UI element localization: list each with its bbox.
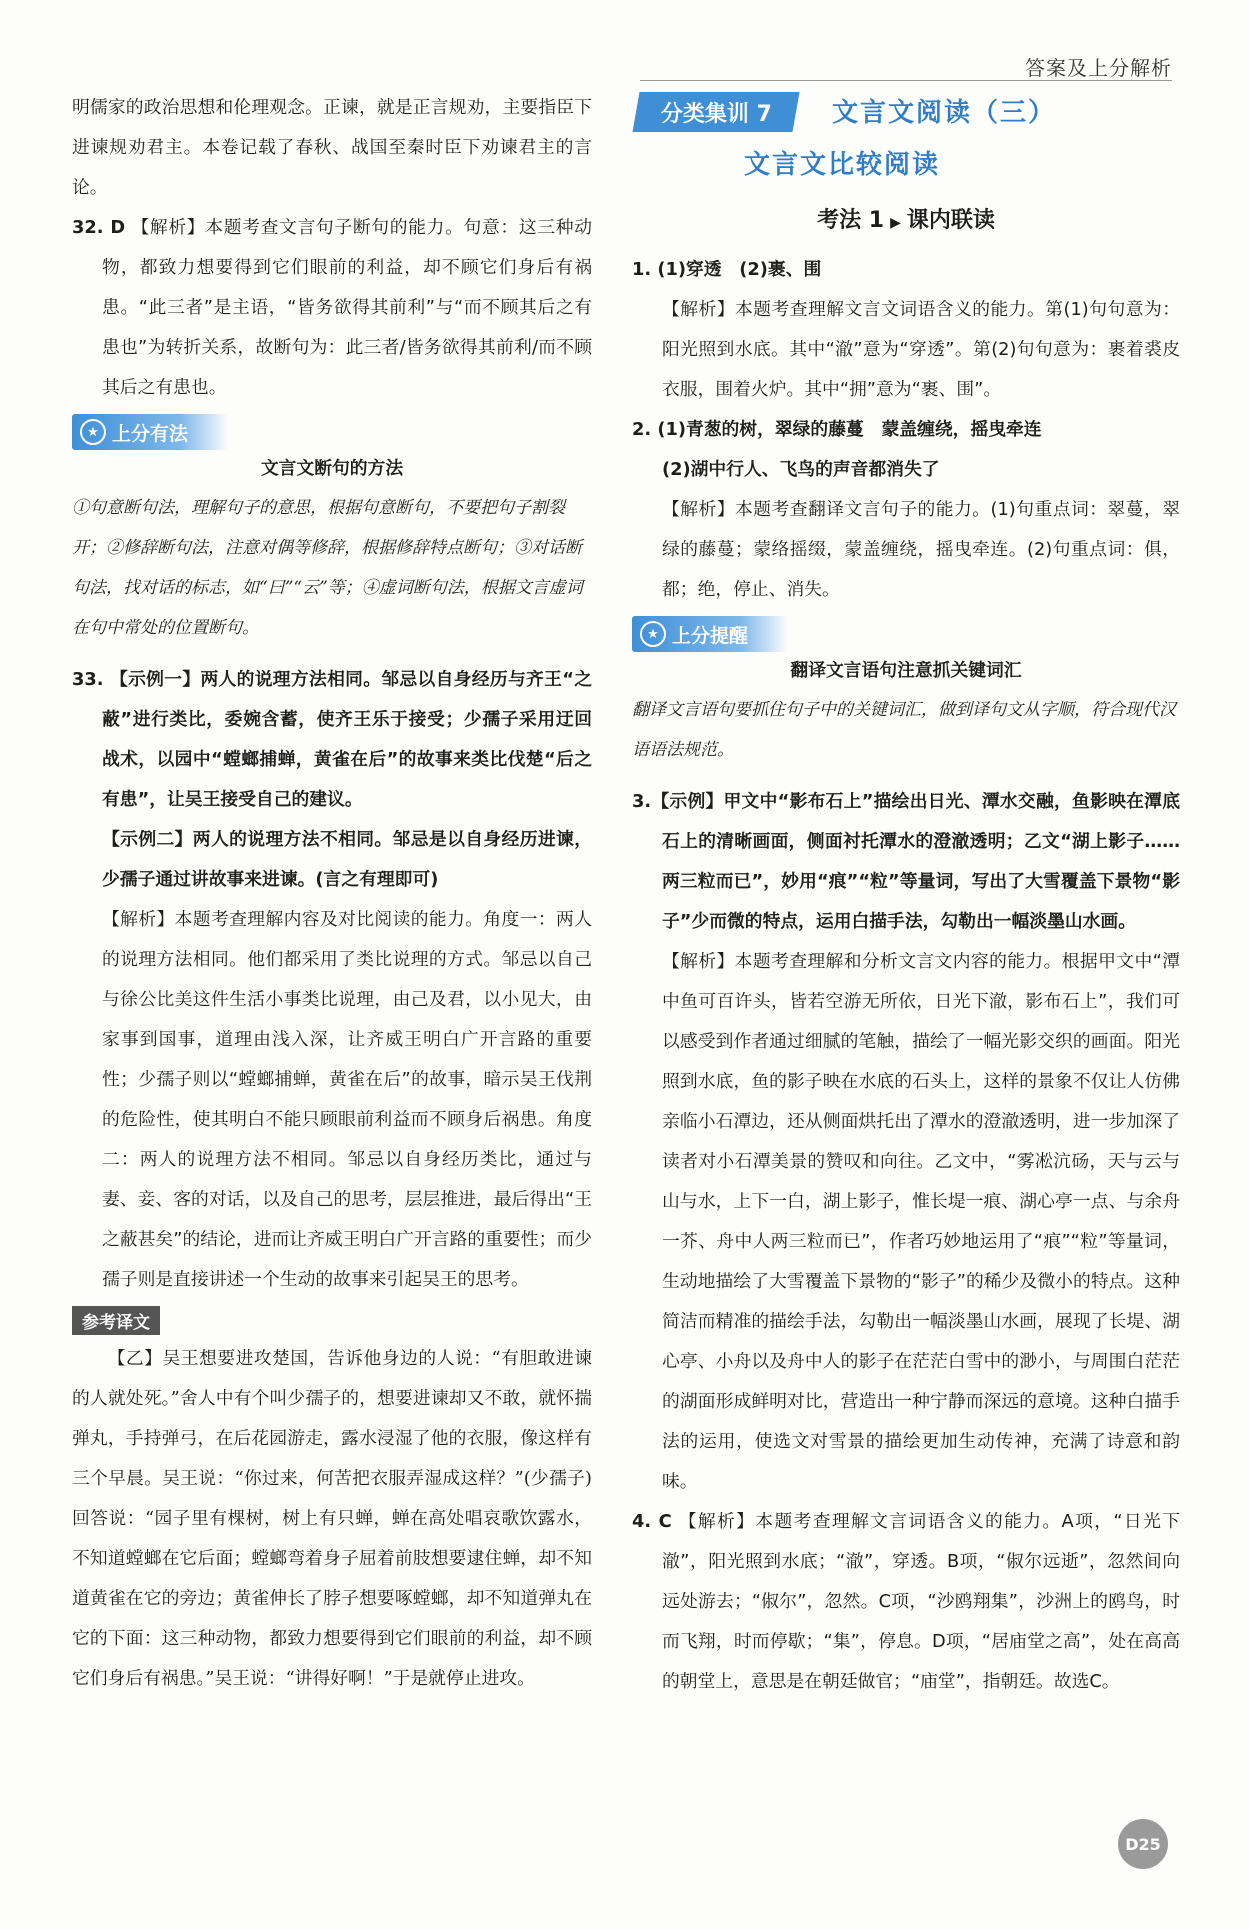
page-number: D25 <box>1118 1819 1168 1869</box>
q33-example1: 【示例一】两人的说理方法相同。邹忌以自身经历与齐王“之蔽”进行类比，委婉含蓄，使齐王乐于接受；少孺子采用迂回战术，以园中“螳螂捕蝉，黄雀在后”的故事来类比伐楚“后之有患”，让吴王接受自己的建议。 <box>102 669 592 810</box>
unit-header <box>632 88 1180 198</box>
unit-tag-label: 分类集训 7 <box>660 101 772 127</box>
tip-badge-label: 上分提醒 <box>672 624 749 647</box>
tip-title: 翻译文言语句注意抓关键词汇 <box>790 660 1022 681</box>
q4-body: 【解析】本题考查理解文言词语含义的能力。A项，“日光下澈”，阳光照到水底；“澈”，穿透。B项，“俶尔远逝”，忽然间向远处游去；“俶尔”，忽然。C项，“沙鸥翔集”，沙洲上的鸥鸟，时而飞翔，时而停歇；“集”，停息。D项，“居庙堂之高”，处在高高的朝堂上，意思是在朝廷做官；“庙堂”，指朝廷。故选C。 <box>662 1511 1180 1692</box>
right-column <box>632 88 1180 1702</box>
unit-subtitle: 文言文比较阅读 <box>744 150 941 180</box>
q3-answer: 3.【示例】甲文中“影布石上”描绘出日光、潭水交融，鱼影映在潭底石上的清晰画面，侧面衬托潭水的澄澈透明；乙文“湖上影子……两三粒而已”，妙用“痕”“粒”等量词，写出了大雪覆盖下景物“影子”少而微的特点，运用白描手法，勾勒出一幅淡墨山水画。 <box>632 791 1181 932</box>
tip-title: 文言文断句的方法 <box>260 458 404 479</box>
q32-number: 32. D <box>72 217 126 238</box>
tip-badge-left <box>72 414 228 450</box>
tip-body: 翻译文言语句要抓住句子中的关键词汇，做到译句文从字顺，符合现代汉语语法规范。 <box>632 700 1176 760</box>
header-divider <box>640 80 1172 81</box>
star-icon: ★ <box>640 621 666 647</box>
method-label: 考法 1 <box>817 208 885 233</box>
tip-box-right <box>632 616 1180 770</box>
q4-number: 4. C <box>632 1511 672 1532</box>
intro-text: 明儒家的政治思想和伦理观念。正谏，就是正言规劝，主要指臣下进谏规劝君主。本卷记载了春秋、战国至秦时臣下劝谏君主的言论。 <box>72 97 592 198</box>
q3-analysis: 【解析】本题考查理解和分析文言文内容的能力。根据甲文中“潭中鱼可百许头，皆若空游无所依，日光下澈，影布石上”，我们可以感受到作者通过细腻的笔触，描绘了一幅光影交织的画面。阳光照到水底，鱼的影子映在水底的石头上，这样的景象不仅让人仿佛亲临小石潭边，还从侧面烘托出了潭水的澄澈透明，进一步加深了读者对小石潭美景的赞叹和向往。乙文中，“雾凇沆砀，天与云与山与水，上下一白，湖上影子，惟长堤一痕、湖心亭一点、与余舟一芥、舟中人两三粒而已”，作者巧妙地运用了“痕”“粒”等量词，生动地描绘了大雪覆盖下景物的“影子”的稀少及微小的特点。这种简洁而精准的描绘手法，勾勒出一幅淡墨山水画，展现了长堤、湖心亭、小舟以及舟中人的影子在茫茫白雪中的渺小，与周围白茫茫的湖面形成鲜明对比，营造出一种宁静而深远的意境。这种白描手法的运用，使选文对雪景的描绘更加生动传神，充满了诗意和韵味。 <box>662 951 1180 1492</box>
tip-body: ①句意断句法，理解句子的意思，根据句意断句，不要把句子割裂开；②修辞断句法，注意对偶等修辞，根据修辞特点断句；③对话断句法，找对话的标志，如“曰”“云”等；④虚词断句法，根据文言虚词在句中常处的位置断句。 <box>72 498 583 638</box>
reference-translation-body: 【乙】吴王想要进攻楚国，告诉他身边的人说：“有胆敢进谏的人就处死。”舍人中有个叫少孺子的，想要进谏却又不敢，就怀揣弹丸，手持弹弓，在后花园游走，露水浸湿了他的衣服，像这样有三个早晨。吴王说：“你过来，何苦把衣服弄湿成这样？”(少孺子)回答说：“园子里有棵树，树上有只蝉，蝉在高处唱哀歌饮露水，不知道螳螂在它后面；螳螂弯着身子屈着前肢想要逮住蝉，却不知道黄雀在它的旁边；黄雀伸长了脖子想要啄螳螂，却不知道弹丸在它的下面：这三种动物，都致力想要得到它们眼前的利益，却不顾它们身后有祸患。”吴王说：“讲得好啊！”于是就停止进攻。 <box>72 1348 592 1689</box>
question-33 <box>72 660 592 820</box>
header-title: 答案及上分解析 <box>1025 56 1172 80</box>
left-column <box>72 88 592 1699</box>
question-4 <box>632 1502 1180 1702</box>
q1-answer: 1. (1)穿透 (2)裹、围 <box>632 259 822 280</box>
tip-box-left <box>72 414 592 648</box>
reference-translation-label: 参考译文 <box>72 1306 160 1335</box>
star-icon: ★ <box>80 419 106 445</box>
q2-analysis: 【解析】本题考查翻译文言句子的能力。(1)句重点词：翠蔓，翠绿的藤蔓；蒙络摇缀，蒙盖缠绕，摇曳牵连。(2)句重点词：俱，都；绝，停止、消失。 <box>662 499 1180 600</box>
triangle-right-icon: ▶ <box>890 215 901 231</box>
q33-analysis: 【解析】本题考查理解内容及对比阅读的能力。角度一：两人的说理方法相同。他们都采用了类比说理的方式。邹忌以自己与徐公比美这件生活小事类比说理，由己及君，以小见大，由家事到国事，道理由浅入深，让齐威王明白广开言路的重要性；少孺子则以“螳螂捕蝉，黄雀在后”的故事，暗示吴王伐荆的危险性，使其明白不能只顾眼前利益而不顾身后祸患。角度二：两人的说理方法不相同。邹忌以自身经历类比，通过与妻、妾、客的对话，以及自己的思考，层层推进，最后得出“王之蔽甚矣”的结论，进而让齐威王明白广开言路的重要性；而少孺子则是直接讲述一个生动的故事来引起吴王的思考。 <box>102 909 592 1290</box>
method-name: 课内联读 <box>906 208 995 233</box>
q33-number: 33. <box>72 669 104 690</box>
method-heading <box>632 198 1180 246</box>
q33-example2: 【示例二】两人的说理方法不相同。邹忌是以自身经历进谏，少孺子通过讲故事来进谏。(言之有理即可) <box>102 829 592 890</box>
q2-answer-2: (2)湖中行人、飞鸟的声音都消失了 <box>662 459 940 480</box>
question-32 <box>72 208 592 408</box>
q32-body: 【解析】本题考查文言句子断句的能力。句意：这三种动物，都致力想要得到它们眼前的利益，却不顾它们身后有祸患。“此三者”是主语，“皆务欲得其前利”与“而不顾其后之有患也”为转折关系，故断句为：此三者/皆务欲得其前利/而不顾其后之有患也。 <box>102 217 592 398</box>
tip-badge-right <box>632 616 788 652</box>
q2-answer-1: 2. (1)青葱的树，翠绿的藤蔓 蒙盖缠绕，摇曳牵连 <box>632 419 1042 440</box>
tip-badge-label: 上分有法 <box>112 422 189 445</box>
q1-analysis: 【解析】本题考查理解文言文词语含义的能力。第(1)句句意为：阳光照到水底。其中“澈”意为“穿透”。第(2)句句意为：裹着裘皮衣服，围着火炉。其中“拥”意为“裹、围”。 <box>662 299 1180 400</box>
unit-title: 文言文阅读（三） <box>832 98 1057 128</box>
unit-tag <box>632 92 799 132</box>
